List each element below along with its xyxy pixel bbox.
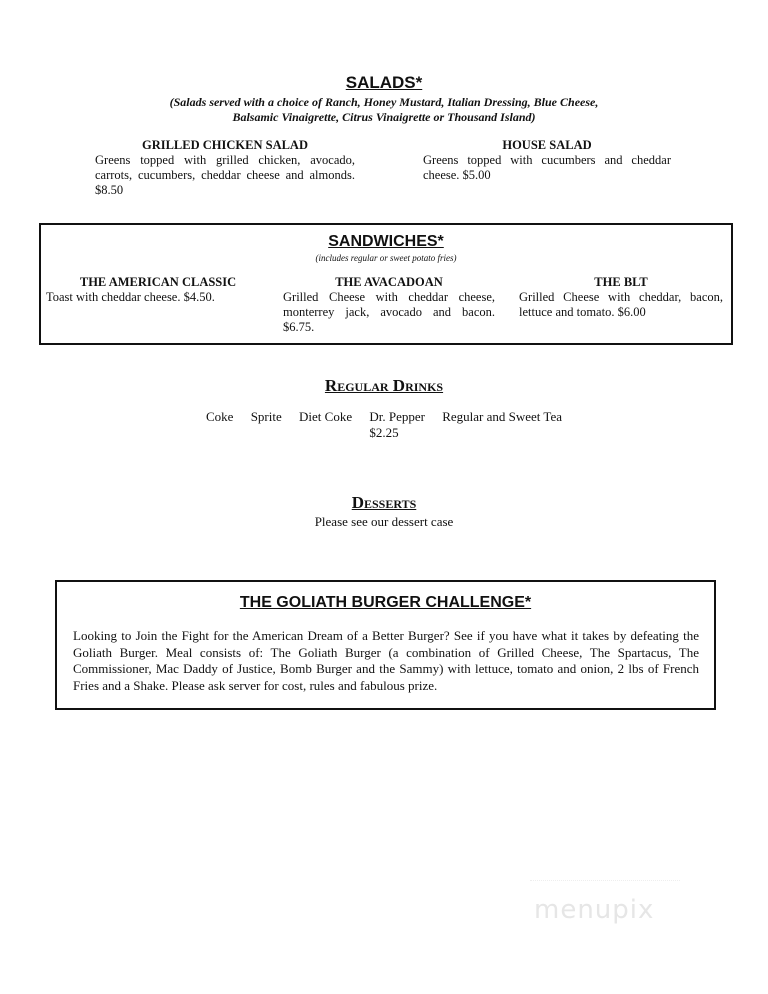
desserts-text: Please see our dessert case: [314, 514, 454, 529]
salads-note-line1: (Salads served with a choice of Ranch, Honey Mustard, Italian Dressing, Blue Cheese,: [169, 95, 599, 109]
grilled-chicken-salad-title: GRILLED CHICKEN SALAD: [141, 138, 308, 152]
drink-dr-pepper: Dr. Pepper: [369, 409, 425, 424]
american-classic-desc: Toast with cheddar cheese. $4.50.: [46, 290, 215, 304]
challenge-box: [55, 580, 716, 710]
blt-desc: Grilled Cheese with cheddar, bacon, lettuce and tomato. $6.00: [519, 290, 723, 319]
menupix-watermark-logo: menupix: [534, 895, 655, 925]
salads-note-line2: Balsamic Vinaigrette, Citrus Vinaigrette or Thousand Island): [232, 110, 536, 124]
avacadoan-title: THE AVACADOAN: [335, 275, 443, 289]
drink-tea: Regular and Sweet Tea: [442, 409, 562, 424]
sandwiches-note: (includes regular or sweet potato fries): [315, 253, 457, 263]
house-salad-title: HOUSE SALAD: [502, 138, 592, 152]
drinks-list: [0, 409, 768, 425]
drink-diet-coke: Diet Coke: [299, 409, 353, 424]
avacadoan-desc: Grilled Cheese with cheddar cheese, monterrey jack, avocado and bacon. $6.75.: [283, 290, 495, 334]
challenge-text: Looking to Join the Fight for the American Dream of a Better Burger? See if you have what it takes by defeating the Goliath Burger. Meal consists of: The Goliath Burger (a combination of Grilled Cheese, The Spartacus, The Commissioner, Mac Daddy of Justice, Bomb Burger and the Sammy) with lettuce, tomato and onion, 2 lbs of French Fries and a Shake. Please ask server for cost, rules and fabulous prize.: [73, 628, 699, 693]
watermark-tagline-line: [530, 880, 680, 882]
salads-heading: SALADS*: [345, 73, 423, 92]
grilled-chicken-salad-desc: Greens topped with grilled chicken, avocado, carrots, cucumbers, cheddar cheese and almonds. $8.50: [95, 153, 355, 197]
sandwiches-box: [39, 223, 733, 345]
drinks-price: $2.25: [369, 425, 399, 440]
drink-coke: Coke: [206, 409, 234, 424]
sandwiches-heading: SANDWICHES*: [328, 233, 444, 250]
american-classic-title: THE AMERICAN CLASSIC: [79, 275, 237, 289]
desserts-heading: Desserts: [351, 493, 417, 512]
blt-title: THE BLT: [594, 275, 648, 289]
salads-note: [60, 95, 708, 125]
drink-sprite: Sprite: [250, 409, 282, 424]
house-salad-desc: Greens topped with cucumbers and cheddar cheese. $5.00: [423, 153, 671, 182]
drinks-heading: Regular Drinks: [324, 376, 444, 395]
challenge-heading: THE GOLIATH BURGER CHALLENGE*: [239, 594, 532, 611]
